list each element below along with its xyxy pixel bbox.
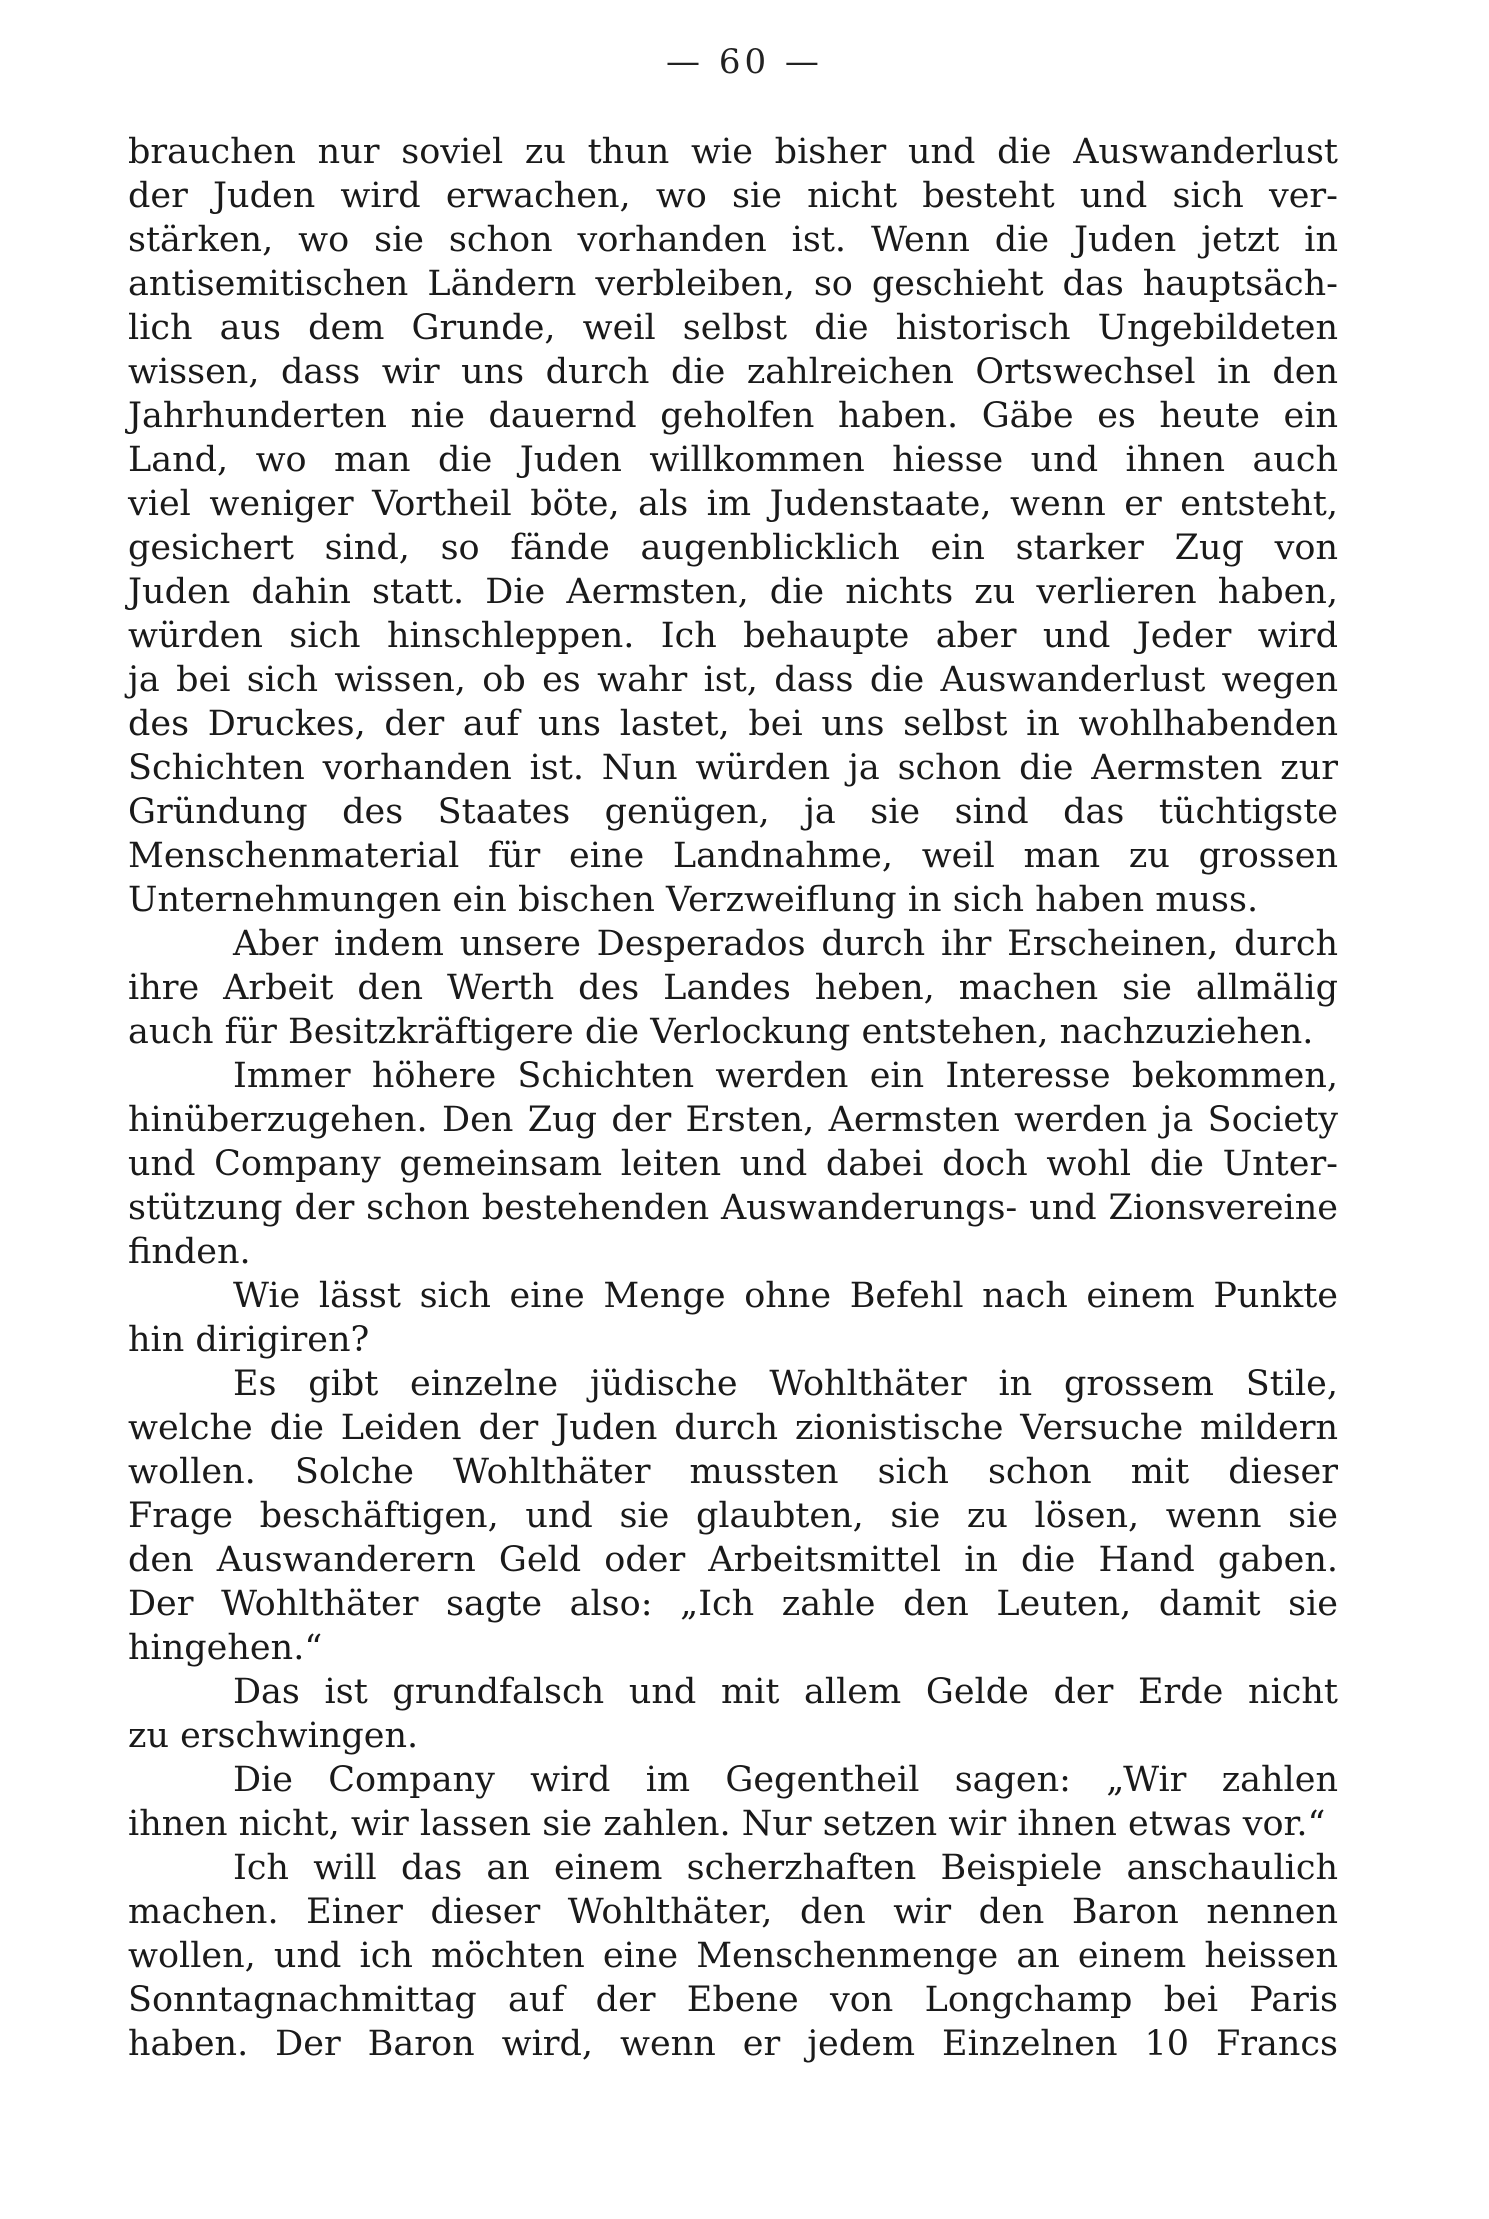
paragraph: [128, 1362, 1338, 1670]
text-line: Wie lässt sich eine Menge ohne Befehl nach einem Punkte: [233, 1276, 1338, 1316]
text-line: Unternehmungen ein bischen Verzweiflung in sich haben muss.: [128, 880, 1259, 920]
paragraph: [128, 1054, 1338, 1274]
text-line: hingehen.“: [128, 1628, 323, 1668]
text-line: ihnen nicht, wir lassen sie zahlen. Nur setzen wir ihnen etwas vor.“: [128, 1804, 1326, 1844]
text-line: hinüberzugehen. Den Zug der Ersten, Aermsten werden ja Society: [128, 1100, 1338, 1140]
text-line: machen. Einer dieser Wohlthäter, den wir den Baron nennen: [128, 1892, 1338, 1932]
text-line: Jahrhunderten nie dauernd geholfen haben. Gäbe es heute ein: [128, 396, 1338, 436]
text-line: hin dirigiren?: [128, 1320, 370, 1360]
paragraph: [128, 1274, 1338, 1362]
text-line: ihre Arbeit den Werth des Landes heben, machen sie allmälig: [128, 968, 1338, 1008]
text-line: der Juden wird erwachen, wo sie nicht besteht und sich ver-: [128, 176, 1338, 216]
text-line: Menschenmaterial für eine Landnahme, weil man zu grossen: [128, 836, 1338, 876]
text-line: Der Wohlthäter sagte also: „Ich zahle den Leuten, damit sie: [128, 1584, 1338, 1624]
text-line: Sonntagnachmittag auf der Ebene von Longchamp bei Paris: [128, 1980, 1338, 2020]
text-line: Land, wo man die Juden willkommen hiesse und ihnen auch: [128, 440, 1338, 480]
text-line: und Company gemeinsam leiten und dabei doch wohl die Unter-: [128, 1144, 1338, 1184]
paragraph: [128, 1670, 1338, 1758]
text-line: viel weniger Vortheil böte, als im Judenstaate, wenn er entsteht,: [128, 484, 1338, 524]
paragraph: [128, 1758, 1338, 1846]
text-line: wissen, dass wir uns durch die zahlreichen Ortswechsel in den: [128, 352, 1338, 392]
text-line: haben. Der Baron wird, wenn er jedem Einzelnen 10 Francs: [128, 2024, 1338, 2064]
text-line: lich aus dem Grunde, weil selbst die historisch Ungebildeten: [128, 308, 1338, 348]
text-line: stützung der schon bestehenden Auswanderungs- und Zionsvereine: [128, 1188, 1338, 1228]
text-line: auch für Besitzkräftigere die Verlockung entstehen, nachzuziehen.: [128, 1012, 1314, 1052]
text-line: welche die Leiden der Juden durch zionistische Versuche mildern: [128, 1408, 1338, 1448]
paragraph: [128, 1846, 1338, 2066]
text-line: Schichten vorhanden ist. Nun würden ja schon die Aermsten zur: [128, 748, 1338, 788]
text-line: Ich will das an einem scherzhaften Beispiele anschaulich: [233, 1848, 1338, 1888]
paragraph: [128, 130, 1338, 922]
text-line: stärken, wo sie schon vorhanden ist. Wenn die Juden jetzt in: [128, 220, 1338, 260]
text-line: den Auswanderern Geld oder Arbeitsmittel in die Hand gaben.: [128, 1540, 1338, 1580]
text-line: Frage beschäftigen, und sie glaubten, sie zu lösen, wenn sie: [128, 1496, 1338, 1536]
body-text: [128, 130, 1338, 2066]
paragraph: [128, 922, 1338, 1054]
text-line: finden.: [128, 1232, 251, 1272]
text-line: wollen, und ich möchten eine Menschenmenge an einem heissen: [128, 1936, 1338, 1976]
page-number: — 60 —: [666, 42, 823, 82]
text-line: gesichert sind, so fände augenblicklich ein starker Zug von: [128, 528, 1338, 568]
text-line: Es gibt einzelne jüdische Wohlthäter in grossem Stile,: [233, 1364, 1338, 1404]
text-line: Gründung des Staates genügen, ja sie sind das tüchtigste: [128, 792, 1338, 832]
text-line: Aber indem unsere Desperados durch ihr Erscheinen, durch: [233, 924, 1338, 964]
text-line: wollen. Solche Wohlthäter mussten sich schon mit dieser: [128, 1452, 1338, 1492]
text-line: Das ist grundfalsch und mit allem Gelde der Erde nicht: [233, 1672, 1338, 1712]
text-line: des Druckes, der auf uns lastet, bei uns selbst in wohlhabenden: [128, 704, 1338, 744]
text-line: zu erschwingen.: [128, 1716, 419, 1756]
text-line: Die Company wird im Gegentheil sagen: „Wir zahlen: [233, 1760, 1338, 1800]
text-line: ja bei sich wissen, ob es wahr ist, dass die Auswanderlust wegen: [128, 660, 1338, 700]
text-line: brauchen nur soviel zu thun wie bisher und die Auswanderlust: [128, 132, 1338, 172]
text-line: Juden dahin statt. Die Aermsten, die nichts zu verlieren haben,: [128, 572, 1338, 612]
text-line: Immer höhere Schichten werden ein Interesse bekommen,: [233, 1056, 1338, 1096]
text-line: würden sich hinschleppen. Ich behaupte aber und Jeder wird: [128, 616, 1338, 656]
text-line: antisemitischen Ländern verbleiben, so geschieht das hauptsäch-: [128, 264, 1338, 304]
